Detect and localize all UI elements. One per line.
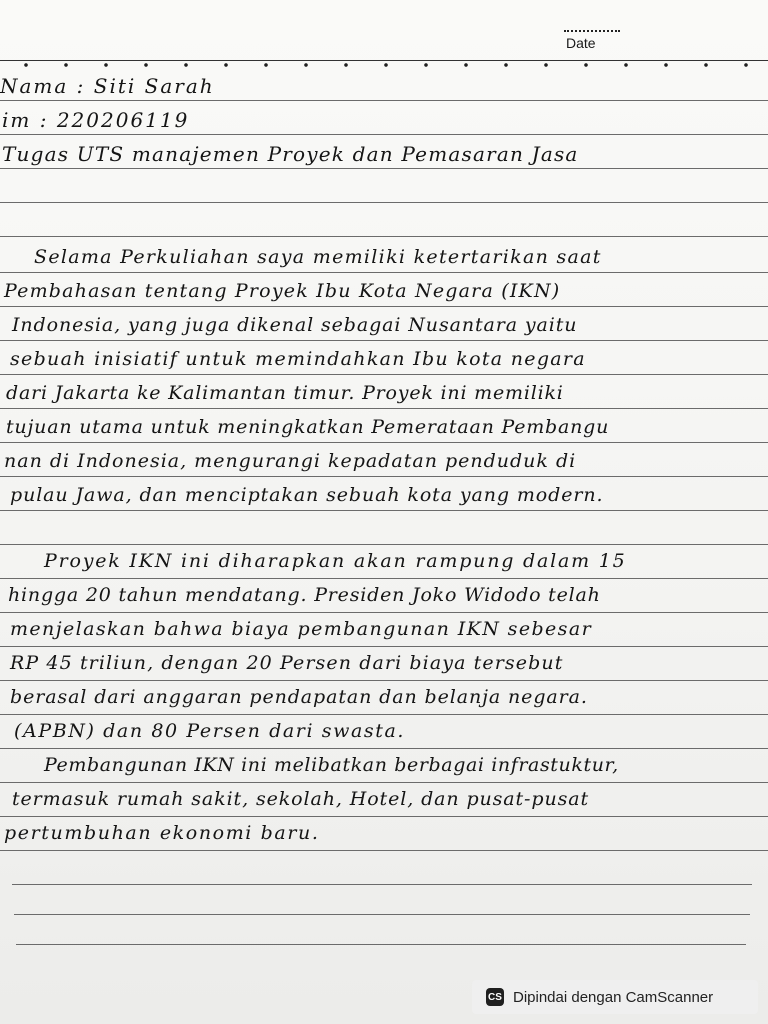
ruled-line [0,374,768,375]
ruled-line [0,202,768,203]
ruled-line [0,782,768,783]
ruled-line [0,646,768,647]
paragraph1-line: Pembahasan tentang Proyek Ibu Kota Negara (IKN) [4,280,561,302]
paragraph1-line: nan di Indonesia, mengurangi kepadatan penduduk di [4,450,577,472]
paragraph1-line: pulau Jawa, dan menciptakan sebuah kota yang modern. [10,484,604,506]
paragraph1-line: dari Jakarta ke Kalimantan timur. Proyek ini memiliki [6,382,564,404]
ruled-line [0,100,768,101]
date-dotted-line [564,30,620,32]
paragraph2-line: pertumbuhan ekonomi baru. [4,822,320,844]
ruled-line [0,236,768,237]
ruled-line [0,850,768,851]
margin-dots [0,62,768,68]
camscanner-watermark [472,980,758,1014]
ruled-line [0,168,768,169]
ruled-line [0,340,768,341]
ruled-line [0,612,768,613]
ruled-line [0,714,768,715]
paragraph1-line: sebuah inisiatif untuk memindahkan Ibu kota negara [10,348,586,370]
ruled-line [0,306,768,307]
ruled-line [16,944,746,945]
ruled-line [0,476,768,477]
ruled-line [0,442,768,443]
student-name-line: Nama : Siti Sarah [0,74,215,98]
ruled-line [14,914,750,915]
paragraph2-line: menjelaskan bahwa biaya pembangunan IKN sebesar [10,618,593,640]
paragraph2-line: hingga 20 tahun mendatang. Presiden Joko Widodo telah [8,584,601,606]
ruled-line [0,816,768,817]
paragraph1-line: Indonesia, yang juga dikenal sebagai Nusantara yaitu [12,314,578,336]
ruled-line [0,134,768,135]
ruled-line [0,680,768,681]
ruled-line [0,578,768,579]
paragraph2-line: berasal dari anggaran pendapatan dan belanja negara. [10,686,588,708]
paragraph1-line: Selama Perkuliahan saya memiliki ketertarikan saat [34,246,602,268]
student-nim-line: im : 220206119 [2,108,190,132]
camscanner-watermark-text: Dipindai dengan CamScanner [513,988,714,1006]
paragraph1-line: tujuan utama untuk meningkatkan Pemerataan Pembangu [6,416,610,438]
ruled-line [12,884,752,885]
ruled-line [0,510,768,511]
ruled-line [0,272,768,273]
paragraph2-line: Pembangunan IKN ini melibatkan berbagai infrastuktur, [44,754,619,776]
ruled-line [0,748,768,749]
paragraph2-line: termasuk rumah sakit, sekolah, Hotel, dan pusat-pusat [12,788,589,810]
paragraph2-line: Proyek IKN ini diharapkan akan rampung dalam 15 [44,550,627,572]
paragraph2-line: (APBN) dan 80 Persen dari swasta. [14,720,406,742]
paragraph2-line: RP 45 triliun, dengan 20 Persen dari biaya tersebut [10,652,564,674]
ruled-line [0,408,768,409]
task-title-line: Tugas UTS manajemen Proyek dan Pemasaran Jasa [2,142,579,166]
date-label: Date [566,35,596,51]
camscanner-logo-icon: CS [486,988,504,1006]
ruled-line [0,544,768,545]
